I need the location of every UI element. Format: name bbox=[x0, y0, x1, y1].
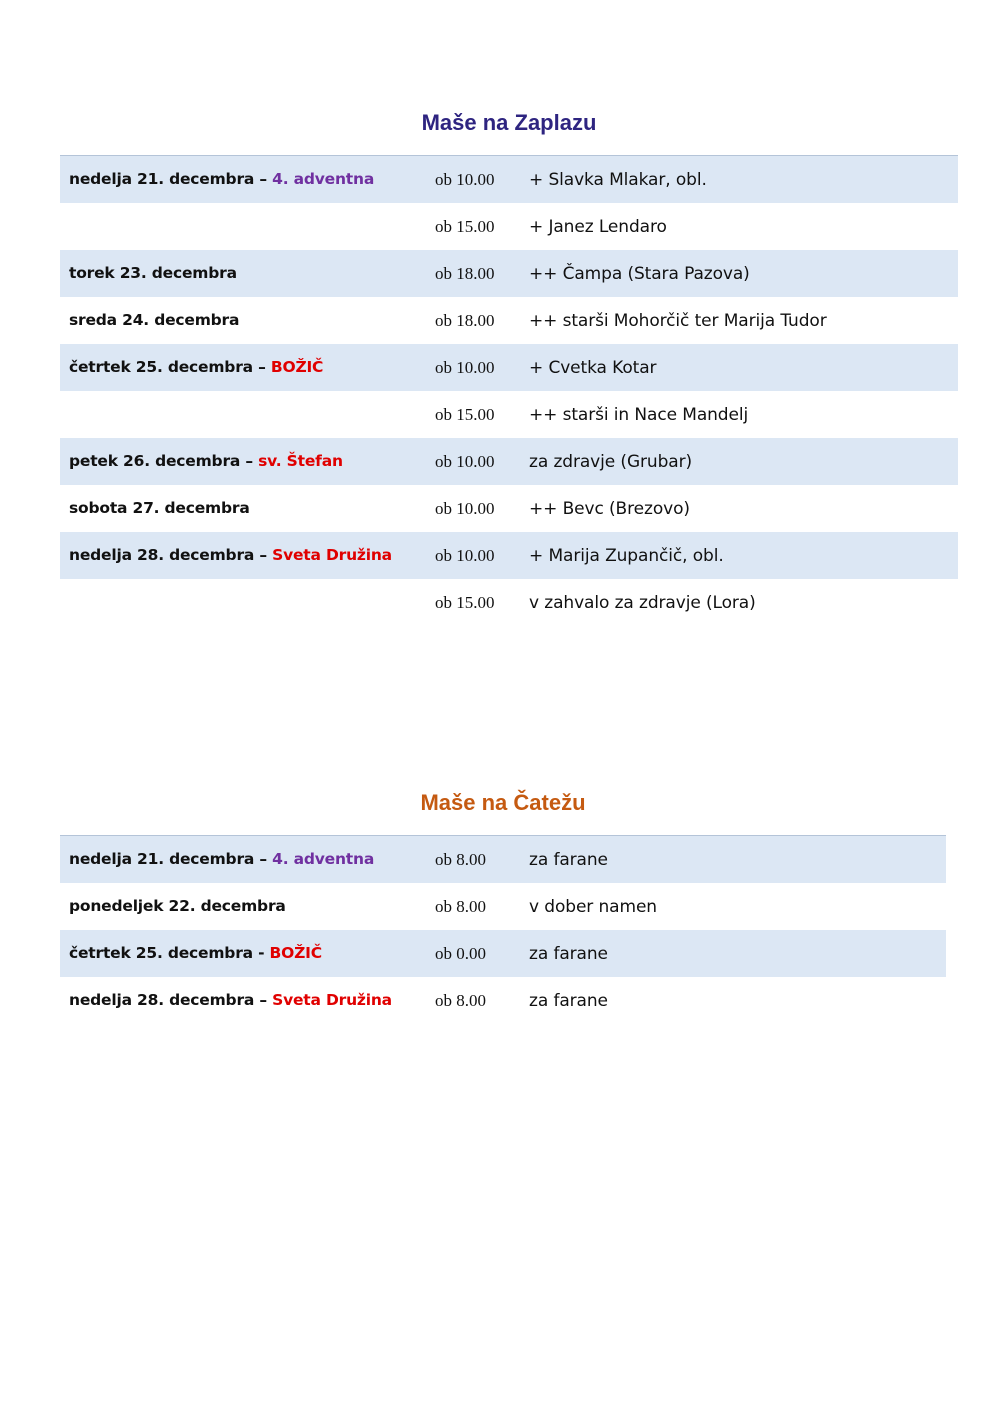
mass-time: ob 8.00 bbox=[435, 850, 486, 869]
mass-time: ob 15.00 bbox=[435, 593, 495, 612]
day-cell bbox=[69, 897, 286, 915]
catez-schedule-table bbox=[60, 835, 946, 1024]
mass-intention: + Marija Zupančič, obl. bbox=[529, 546, 724, 566]
feast-label: Sveta Družina bbox=[272, 991, 392, 1009]
day-separator: – bbox=[254, 546, 273, 564]
mass-time: ob 15.00 bbox=[435, 217, 495, 236]
mass-time: ob 10.00 bbox=[435, 358, 495, 377]
table-row bbox=[60, 297, 958, 344]
feast-label: BOŽIČ bbox=[270, 358, 324, 376]
day-separator: – bbox=[254, 170, 273, 188]
table-row bbox=[60, 156, 958, 203]
feast-label: 4. adventna bbox=[272, 850, 375, 868]
day-label: torek 23. decembra bbox=[69, 264, 237, 282]
table-row bbox=[60, 344, 958, 391]
feast-label: BOŽIČ bbox=[269, 944, 322, 962]
mass-intention: ++ Čampa (Stara Pazova) bbox=[529, 264, 750, 284]
day-cell bbox=[69, 170, 374, 188]
catez-title: Maše na Čatežu bbox=[420, 790, 586, 815]
mass-intention: ++ starši Mohorčič ter Marija Tudor bbox=[529, 311, 827, 331]
feast-label: Sveta Družina bbox=[272, 546, 392, 564]
mass-time: ob 18.00 bbox=[435, 311, 495, 330]
table-row bbox=[60, 250, 958, 297]
zaplaz-title: Maše na Zaplazu bbox=[421, 110, 597, 135]
mass-time: ob 18.00 bbox=[435, 264, 495, 283]
day-label: nedelja 28. decembra bbox=[69, 991, 255, 1009]
table-row bbox=[60, 883, 946, 930]
mass-intention: + Cvetka Kotar bbox=[529, 358, 657, 378]
day-cell bbox=[69, 546, 392, 564]
table-row bbox=[60, 391, 958, 438]
day-label: nedelja 21. decembra bbox=[69, 170, 255, 188]
table-row bbox=[60, 977, 946, 1024]
mass-time: ob 10.00 bbox=[435, 499, 495, 518]
day-cell bbox=[69, 499, 250, 517]
table-row bbox=[60, 532, 958, 579]
day-cell bbox=[69, 358, 323, 376]
mass-time: ob 10.00 bbox=[435, 170, 495, 189]
day-label: sobota 27. decembra bbox=[69, 499, 250, 517]
mass-intention: ++ starši in Nace Mandelj bbox=[529, 405, 749, 425]
table-row bbox=[60, 485, 958, 532]
mass-intention: ++ Bevc (Brezovo) bbox=[529, 499, 690, 519]
mass-intention: v zahvalo za zdravje (Lora) bbox=[529, 593, 756, 613]
day-label: sreda 24. decembra bbox=[69, 311, 240, 329]
day-cell bbox=[69, 264, 237, 282]
day-separator: – bbox=[240, 452, 259, 470]
table-row bbox=[60, 930, 946, 977]
day-label: četrtek 25. decembra bbox=[69, 944, 253, 962]
day-label: četrtek 25. decembra bbox=[69, 358, 253, 376]
day-label: nedelja 21. decembra bbox=[69, 850, 255, 868]
mass-time: ob 10.00 bbox=[435, 546, 495, 565]
day-separator: – bbox=[252, 358, 271, 376]
mass-time: ob 15.00 bbox=[435, 405, 495, 424]
mass-intention: za zdravje (Grubar) bbox=[529, 452, 693, 472]
day-label: nedelja 28. decembra bbox=[69, 546, 255, 564]
table-row bbox=[60, 203, 958, 250]
mass-time: ob 8.00 bbox=[435, 897, 486, 916]
day-separator: - bbox=[252, 944, 270, 962]
mass-intention: + Janez Lendaro bbox=[529, 217, 667, 237]
mass-intention: za farane bbox=[529, 944, 608, 964]
day-label: ponedeljek 22. decembra bbox=[69, 897, 286, 915]
day-cell bbox=[69, 944, 322, 962]
day-label: petek 26. decembra bbox=[69, 452, 241, 470]
day-cell bbox=[69, 850, 374, 868]
table-row bbox=[60, 836, 946, 883]
mass-intention: za farane bbox=[529, 991, 608, 1011]
mass-time: ob 10.00 bbox=[435, 452, 495, 471]
day-separator: – bbox=[254, 850, 273, 868]
feast-label: 4. adventna bbox=[272, 170, 375, 188]
feast-label: sv. Štefan bbox=[258, 452, 343, 470]
mass-intention: v dober namen bbox=[529, 897, 657, 917]
day-cell bbox=[69, 311, 239, 329]
mass-time: ob 8.00 bbox=[435, 991, 486, 1010]
mass-time: ob 0.00 bbox=[435, 944, 486, 963]
day-separator: – bbox=[254, 991, 273, 1009]
table-row bbox=[60, 438, 958, 485]
table-row bbox=[60, 579, 958, 626]
zaplaz-schedule-table bbox=[60, 155, 958, 626]
day-cell bbox=[69, 452, 343, 470]
mass-intention: za farane bbox=[529, 850, 608, 870]
day-cell bbox=[69, 991, 392, 1009]
mass-intention: + Slavka Mlakar, obl. bbox=[529, 170, 707, 190]
